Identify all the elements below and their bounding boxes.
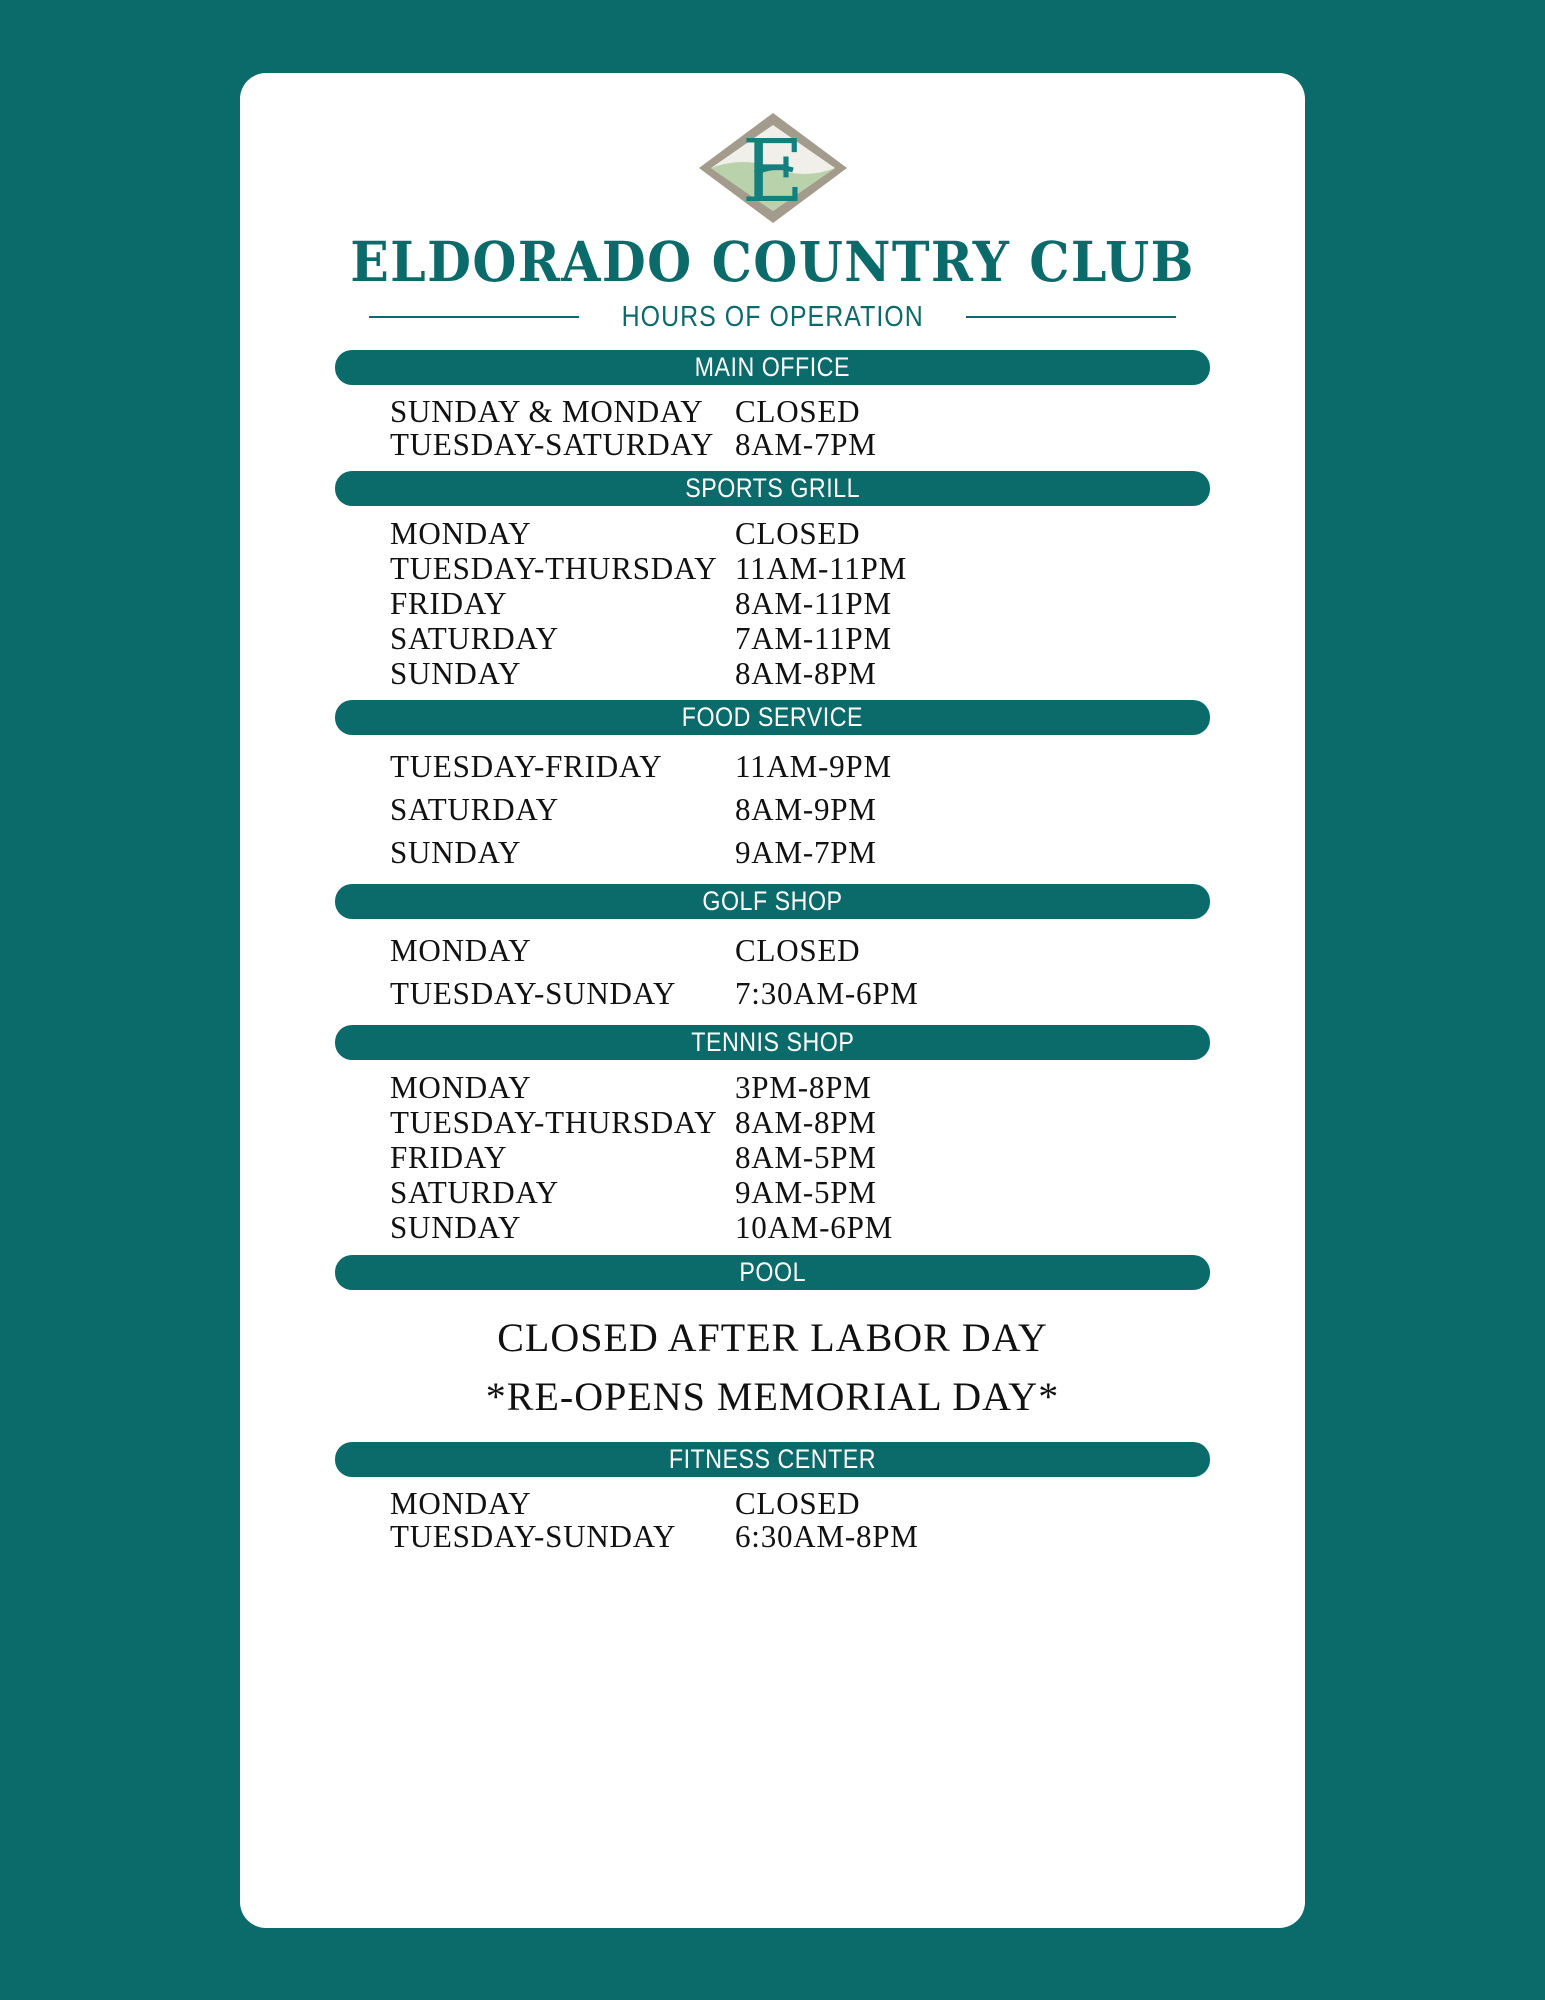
hours-value: 8AM-9PM [735, 791, 877, 828]
section-header-tennis-shop: TENNIS SHOP [335, 1025, 1210, 1060]
page-title: ELDORADO COUNTRY CLUB [350, 228, 1195, 294]
hours-value: CLOSED [735, 1485, 861, 1522]
table-row [390, 1140, 1155, 1175]
section-rows-pool [240, 1290, 1305, 1442]
day-label: TUESDAY-FRIDAY [390, 748, 663, 785]
day-label: MONDAY [390, 514, 532, 551]
hours-poster [240, 73, 1305, 1928]
table-row [390, 788, 1155, 831]
section-rows-food-service [390, 735, 1155, 884]
table-row [390, 425, 1155, 462]
hours-value: CLOSED [735, 514, 861, 551]
section-main-office [240, 350, 1305, 471]
hours-value: CLOSED [735, 932, 861, 969]
section-food-service [240, 700, 1305, 884]
day-label: MONDAY [390, 1069, 532, 1106]
section-header-fitness-center: FITNESS CENTER [335, 1442, 1210, 1477]
section-fitness-center [240, 1442, 1305, 1563]
divider-left [369, 316, 579, 318]
day-label: SUNDAY & MONDAY [390, 392, 704, 429]
hours-value: 8AM-8PM [735, 1104, 877, 1141]
section-golf-shop [240, 884, 1305, 1025]
table-row [390, 586, 1155, 621]
pool-note-secondary: *RE-OPENS MEMORIAL DAY* [485, 1374, 1060, 1420]
day-label: SATURDAY [390, 791, 559, 828]
page-subtitle: HOURS OF OPERATION [621, 300, 924, 333]
section-pool [240, 1255, 1305, 1442]
section-header-food-service: FOOD SERVICE [335, 700, 1210, 735]
day-label: SUNDAY [390, 1209, 522, 1246]
hours-value: CLOSED [735, 392, 861, 429]
table-row [390, 1210, 1155, 1245]
table-row [390, 551, 1155, 586]
section-rows-golf-shop [390, 919, 1155, 1025]
section-header-pool: POOL [335, 1255, 1210, 1290]
section-sports-grill [240, 471, 1305, 701]
table-row [390, 1070, 1155, 1105]
day-label: TUESDAY-SUNDAY [390, 1518, 677, 1555]
hours-value: 9AM-5PM [735, 1174, 877, 1211]
section-header-golf-shop: GOLF SHOP [335, 884, 1210, 919]
section-rows-sports-grill [390, 506, 1155, 701]
day-label: FRIDAY [390, 584, 508, 621]
day-label: MONDAY [390, 932, 532, 969]
section-header-main-office: MAIN OFFICE [335, 350, 1210, 385]
subtitle-row [240, 301, 1305, 334]
section-header-sports-grill: SPORTS GRILL [335, 471, 1210, 506]
table-row [390, 516, 1155, 551]
day-label: TUESDAY-THURSDAY [390, 1104, 718, 1141]
hours-value: 6:30AM-8PM [735, 1518, 919, 1555]
hours-value: 8AM-11PM [735, 584, 892, 621]
section-tennis-shop [240, 1025, 1305, 1255]
day-label: SATURDAY [390, 619, 559, 656]
table-row [390, 1175, 1155, 1210]
table-row [390, 929, 1155, 972]
diamond-crest-icon [693, 109, 853, 227]
hours-value: 11AM-11PM [735, 549, 907, 586]
day-label: TUESDAY-SATURDAY [390, 425, 715, 462]
table-row [390, 745, 1155, 788]
table-row [390, 1520, 1155, 1553]
day-label: FRIDAY [390, 1139, 508, 1176]
hours-value: 11AM-9PM [735, 748, 892, 785]
pool-note-primary: CLOSED AFTER LABOR DAY [497, 1315, 1048, 1360]
table-row [390, 621, 1155, 656]
club-logo [240, 109, 1305, 227]
hours-value: 7:30AM-6PM [735, 975, 919, 1012]
table-row [390, 656, 1155, 691]
table-row [390, 1105, 1155, 1140]
section-rows-main-office [390, 385, 1155, 471]
day-label: MONDAY [390, 1485, 532, 1522]
day-label: SATURDAY [390, 1174, 559, 1211]
table-row [390, 972, 1155, 1015]
sections-list [240, 350, 1305, 1563]
day-label: SUNDAY [390, 654, 522, 691]
day-label: TUESDAY-THURSDAY [390, 549, 718, 586]
table-row [390, 1487, 1155, 1520]
divider-right [966, 316, 1176, 318]
section-rows-fitness-center [390, 1477, 1155, 1563]
hours-value: 8AM-7PM [735, 425, 877, 462]
hours-value: 10AM-6PM [735, 1209, 893, 1246]
day-label: TUESDAY-SUNDAY [390, 975, 677, 1012]
day-label: SUNDAY [390, 834, 522, 871]
logo-letter-e: E [741, 121, 804, 222]
hours-value: 8AM-8PM [735, 654, 877, 691]
hours-value: 3PM-8PM [735, 1069, 872, 1106]
hours-value: 8AM-5PM [735, 1139, 877, 1176]
hours-value: 9AM-7PM [735, 834, 877, 871]
section-rows-tennis-shop [390, 1060, 1155, 1255]
hours-value: 7AM-11PM [735, 619, 892, 656]
table-row [390, 831, 1155, 874]
table-row [390, 392, 1155, 429]
